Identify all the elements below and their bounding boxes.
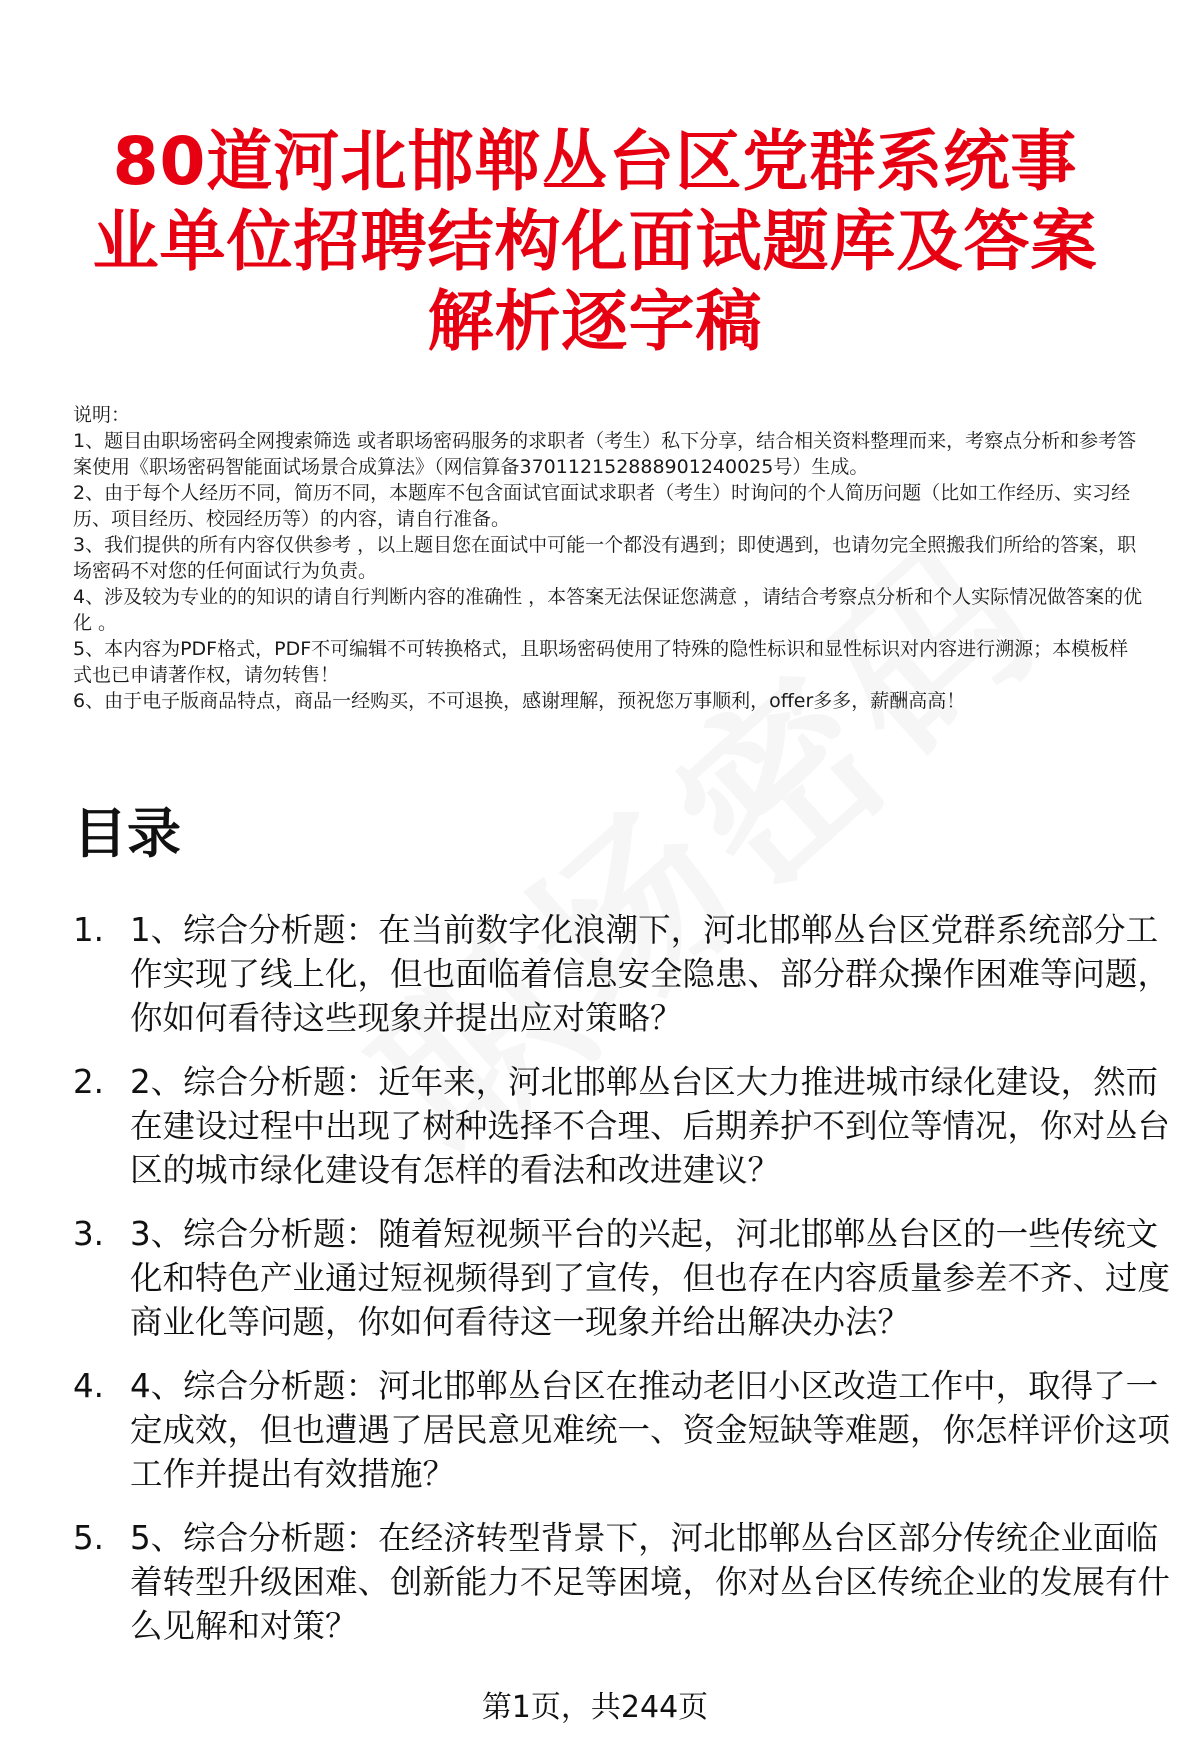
toc-item[interactable] (73, 1212, 1173, 1344)
notes-item: 6、由于电子版商品特点，商品一经购买，不可退换，感谢理解，预祝您万事顺利，offer多多，薪酬高高！ (73, 690, 966, 712)
document-title: 80道河北邯郸丛台区党群系统事业单位招聘结构化面试题库及答案解析逐字稿 (92, 123, 1098, 360)
toc-item-number: 3. (73, 1215, 105, 1253)
toc-item[interactable] (73, 908, 1173, 1040)
toc-item-text[interactable]: 2、综合分析题：近年来，河北邯郸丛台区大力推进城市绿化建设，然而在建设过程中出现了树种选择不合理、后期养护不到位等情况，你对丛台区的城市绿化建设有怎样的看法和改进建议？ (130, 1063, 1171, 1189)
toc-item-text[interactable]: 1、综合分析题：在当前数字化浪潮下，河北邯郸丛台区党群系统部分工作实现了线上化，但也面临着信息安全隐患、部分群众操作困难等问题，你如何看待这些现象并提出应对策略？ (130, 911, 1171, 1037)
toc-heading: 目录 (73, 802, 181, 865)
toc-item[interactable] (73, 1364, 1173, 1496)
toc-item[interactable] (73, 1060, 1173, 1192)
notes-item: 4、涉及较为专业的的知识的请自行判断内容的准确性 ，本答案无法保证您满意 ，请结合考察点分析和个人实际情况做答案的优化 。 (73, 586, 1143, 634)
toc-item[interactable] (73, 1516, 1173, 1648)
toc-item-number: 1. (73, 911, 105, 949)
toc-item-text[interactable]: 4、综合分析题：河北邯郸丛台区在推动老旧小区改造工作中，取得了一定成效，但也遭遇了居民意见难统一、资金短缺等难题，你怎样评价这项工作并提出有效措施？ (130, 1367, 1171, 1493)
notes-item: 5、本内容为PDF格式，PDF不可编辑不可转换格式，且职场密码使用了特殊的隐性标识和显性标识对内容进行溯源；本模板样式也已申请著作权，请勿转售！ (73, 638, 1129, 686)
toc-item-number: 4. (73, 1367, 105, 1405)
page-footer: 第1页，共244页 (481, 1690, 709, 1725)
notes-item: 1、题目由职场密码全网搜索筛选 或者职场密码服务的求职者（考生）私下分享，结合相关资料整理而来，考察点分析和参考答案使用《职场密码智能面试场景合成算法》（网信算备370112152888901240025号）生成。 (73, 430, 1137, 478)
toc-list (73, 908, 1173, 1668)
notes-item: 2、由于每个人经历不同，简历不同，本题库不包含面试官面试求职者（考生）时询问的个人简历问题（比如工作经历、实习经历、项目经历、校园经历等）的内容，请自行准备。 (73, 482, 1131, 530)
notes-section (73, 402, 1143, 714)
notes-item: 3、我们提供的所有内容仅供参考 ，以上题目您在面试中可能一个都没有遇到；即使遇到，也请勿完全照搬我们所给的答案，职场密码不对您的任何面试行为负责。 (73, 534, 1137, 582)
toc-item-number: 5. (73, 1519, 105, 1557)
toc-item-text[interactable]: 3、综合分析题：随着短视频平台的兴起，河北邯郸丛台区的一些传统文化和特色产业通过短视频得到了宣传，但也存在内容质量参差不齐、过度商业化等问题，你如何看待这一现象并给出解决办法？ (130, 1215, 1171, 1341)
notes-heading: 说明： (73, 404, 131, 426)
toc-item-text[interactable]: 5、综合分析题：在经济转型背景下，河北邯郸丛台区部分传统企业面临着转型升级困难、创新能力不足等困境，你对丛台区传统企业的发展有什么见解和对策？ (130, 1519, 1171, 1645)
toc-item-number: 2. (73, 1063, 105, 1101)
